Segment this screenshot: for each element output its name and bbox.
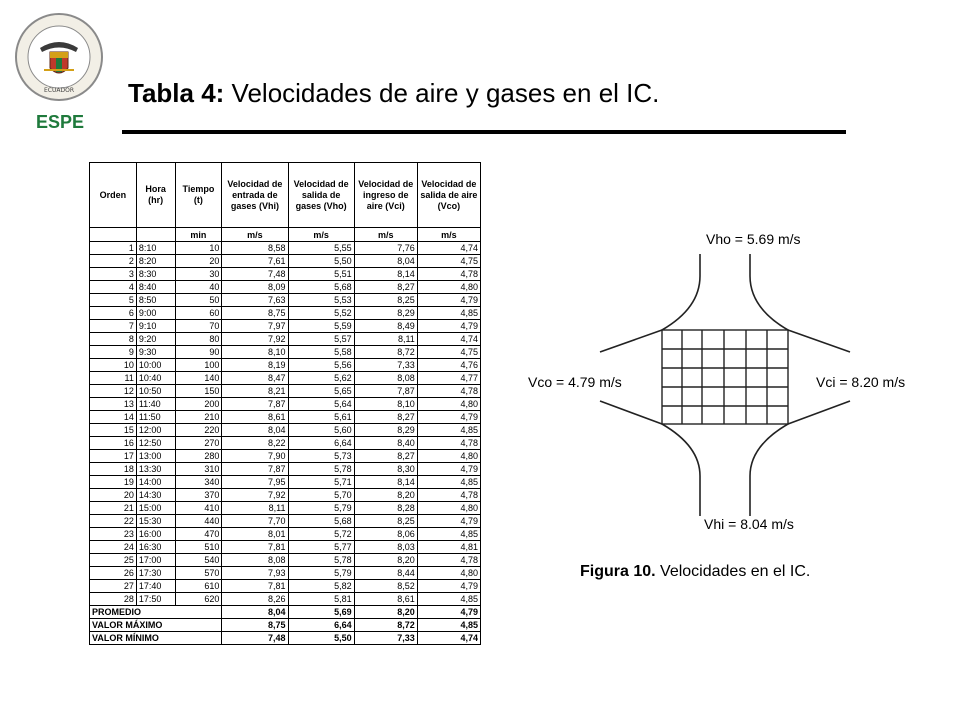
table-cell: 4,78 bbox=[417, 268, 480, 281]
table-cell: 16:00 bbox=[136, 528, 175, 541]
table-cell: 7,61 bbox=[222, 255, 288, 268]
table-cell: 9:30 bbox=[136, 346, 175, 359]
table-cell: 8,25 bbox=[354, 515, 417, 528]
table-cell: 5,51 bbox=[288, 268, 354, 281]
table-cell: 4,80 bbox=[417, 398, 480, 411]
table-cell: 5,79 bbox=[288, 502, 354, 515]
table-cell: 80 bbox=[175, 333, 222, 346]
unit-cell: m/s bbox=[354, 228, 417, 242]
table-cell: 4,85 bbox=[417, 593, 480, 606]
table-cell: 10 bbox=[175, 242, 222, 255]
table-cell: 8,03 bbox=[354, 541, 417, 554]
table-summary bbox=[90, 606, 481, 645]
table-cell: 410 bbox=[175, 502, 222, 515]
table-row bbox=[90, 359, 481, 372]
table-cell: 12:00 bbox=[136, 424, 175, 437]
table-cell: 27 bbox=[90, 580, 137, 593]
column-header: Velocidad de entrada de gases (Vhi) bbox=[222, 163, 288, 228]
table-cell: 8:30 bbox=[136, 268, 175, 281]
table-row bbox=[90, 255, 481, 268]
title-text: Velocidades de aire y gases en el IC. bbox=[224, 78, 660, 108]
table-cell: 13:30 bbox=[136, 463, 175, 476]
table-cell: 220 bbox=[175, 424, 222, 437]
table-cell: 26 bbox=[90, 567, 137, 580]
table-cell: 60 bbox=[175, 307, 222, 320]
table-row bbox=[90, 333, 481, 346]
vci-label: Vci = 8.20 m/s bbox=[816, 374, 906, 390]
ic-velocity-diagram bbox=[520, 224, 920, 544]
table-row bbox=[90, 307, 481, 320]
table-cell: 8,27 bbox=[354, 450, 417, 463]
summary-row bbox=[90, 606, 481, 619]
table-cell: 7,81 bbox=[222, 580, 288, 593]
table-cell: 8,10 bbox=[354, 398, 417, 411]
table-cell: 7,92 bbox=[222, 333, 288, 346]
table-cell: 8,20 bbox=[354, 489, 417, 502]
table-cell: 4,76 bbox=[417, 359, 480, 372]
table-cell: 15:30 bbox=[136, 515, 175, 528]
table-cell: 15:00 bbox=[136, 502, 175, 515]
table-cell: 6 bbox=[90, 307, 137, 320]
table-cell: 90 bbox=[175, 346, 222, 359]
table-cell: 140 bbox=[175, 372, 222, 385]
table-cell: 8,19 bbox=[222, 359, 288, 372]
table-cell: 2 bbox=[90, 255, 137, 268]
title-underline bbox=[122, 130, 846, 134]
table-cell: 5,68 bbox=[288, 515, 354, 528]
table-cell: 4,79 bbox=[417, 294, 480, 307]
column-header: Orden bbox=[90, 163, 137, 228]
table-cell: 5,71 bbox=[288, 476, 354, 489]
table-cell: 8,27 bbox=[354, 411, 417, 424]
table-row bbox=[90, 489, 481, 502]
summary-value: 8,75 bbox=[222, 619, 288, 632]
table-row bbox=[90, 398, 481, 411]
table-cell: 4,79 bbox=[417, 411, 480, 424]
table-cell: 7,90 bbox=[222, 450, 288, 463]
table-cell: 4,74 bbox=[417, 242, 480, 255]
table-cell: 7,81 bbox=[222, 541, 288, 554]
summary-row bbox=[90, 632, 481, 645]
table-cell: 5,57 bbox=[288, 333, 354, 346]
table-row bbox=[90, 385, 481, 398]
table-cell: 5,56 bbox=[288, 359, 354, 372]
table-cell: 50 bbox=[175, 294, 222, 307]
table-cell: 4,75 bbox=[417, 346, 480, 359]
table-cell: 8,10 bbox=[222, 346, 288, 359]
table-row bbox=[90, 450, 481, 463]
table-cell: 7,33 bbox=[354, 359, 417, 372]
table-cell: 8,09 bbox=[222, 281, 288, 294]
table-cell: 4,85 bbox=[417, 528, 480, 541]
table-cell: 4,80 bbox=[417, 502, 480, 515]
summary-value: 5,50 bbox=[288, 632, 354, 645]
table-cell: 4,80 bbox=[417, 281, 480, 294]
table-cell: 4,77 bbox=[417, 372, 480, 385]
table-cell: 4,78 bbox=[417, 489, 480, 502]
summary-label: VALOR MÍNIMO bbox=[90, 632, 222, 645]
table-cell: 15 bbox=[90, 424, 137, 437]
seal-bottom-text: ECUADOR bbox=[44, 87, 74, 94]
table-row bbox=[90, 580, 481, 593]
table-cell: 4,85 bbox=[417, 424, 480, 437]
summary-value: 8,04 bbox=[222, 606, 288, 619]
table-cell: 7,76 bbox=[354, 242, 417, 255]
table-cell: 14 bbox=[90, 411, 137, 424]
table-cell: 70 bbox=[175, 320, 222, 333]
table-cell: 28 bbox=[90, 593, 137, 606]
table-cell: 16:30 bbox=[136, 541, 175, 554]
vho-label: Vho = 5.69 m/s bbox=[706, 231, 801, 247]
table-cell: 4,80 bbox=[417, 567, 480, 580]
table-cell: 5,82 bbox=[288, 580, 354, 593]
table-cell: 7 bbox=[90, 320, 137, 333]
table-cell: 4,79 bbox=[417, 463, 480, 476]
table-cell: 8,11 bbox=[354, 333, 417, 346]
column-header: Hora (hr) bbox=[136, 163, 175, 228]
table-cell: 5,62 bbox=[288, 372, 354, 385]
table-cell: 5,78 bbox=[288, 463, 354, 476]
table-cell: 5,52 bbox=[288, 307, 354, 320]
table-cell: 5,81 bbox=[288, 593, 354, 606]
table-row bbox=[90, 554, 481, 567]
unit-cell bbox=[90, 228, 137, 242]
table-cell: 8,14 bbox=[354, 476, 417, 489]
summary-value: 6,64 bbox=[288, 619, 354, 632]
table-cell: 5 bbox=[90, 294, 137, 307]
figure-caption bbox=[580, 563, 810, 581]
summary-value: 4,85 bbox=[417, 619, 480, 632]
table-cell: 8,04 bbox=[354, 255, 417, 268]
table-cell: 14:00 bbox=[136, 476, 175, 489]
table-row bbox=[90, 320, 481, 333]
summary-value: 4,79 bbox=[417, 606, 480, 619]
espe-seal-logo bbox=[14, 12, 104, 102]
table-cell: 8,08 bbox=[354, 372, 417, 385]
table-row bbox=[90, 541, 481, 554]
table-header-row bbox=[90, 163, 481, 228]
table-cell: 14:30 bbox=[136, 489, 175, 502]
unit-cell: m/s bbox=[417, 228, 480, 242]
table-cell: 8,40 bbox=[354, 437, 417, 450]
table-cell: 370 bbox=[175, 489, 222, 502]
table-cell: 25 bbox=[90, 554, 137, 567]
table-cell: 17:30 bbox=[136, 567, 175, 580]
table-cell: 8,29 bbox=[354, 307, 417, 320]
table-cell: 9 bbox=[90, 346, 137, 359]
table-cell: 5,77 bbox=[288, 541, 354, 554]
table-cell: 4,79 bbox=[417, 580, 480, 593]
table-cell: 30 bbox=[175, 268, 222, 281]
table-cell: 8,08 bbox=[222, 554, 288, 567]
table-body bbox=[90, 242, 481, 606]
caption-text: Velocidades en el IC. bbox=[655, 563, 811, 580]
summary-value: 7,48 bbox=[222, 632, 288, 645]
summary-label: VALOR MÁXIMO bbox=[90, 619, 222, 632]
table-cell: 8,22 bbox=[222, 437, 288, 450]
table-cell: 1 bbox=[90, 242, 137, 255]
table-row bbox=[90, 528, 481, 541]
table-cell: 40 bbox=[175, 281, 222, 294]
table-cell: 4,79 bbox=[417, 515, 480, 528]
unit-cell bbox=[136, 228, 175, 242]
table-cell: 8,28 bbox=[354, 502, 417, 515]
table-cell: 7,97 bbox=[222, 320, 288, 333]
table-cell: 20 bbox=[175, 255, 222, 268]
table-cell: 470 bbox=[175, 528, 222, 541]
summary-row bbox=[90, 619, 481, 632]
table-cell: 620 bbox=[175, 593, 222, 606]
table-cell: 150 bbox=[175, 385, 222, 398]
table-cell: 11:40 bbox=[136, 398, 175, 411]
table-cell: 5,60 bbox=[288, 424, 354, 437]
table-cell: 8,72 bbox=[354, 346, 417, 359]
table-cell: 9:20 bbox=[136, 333, 175, 346]
table-cell: 7,48 bbox=[222, 268, 288, 281]
table-row bbox=[90, 463, 481, 476]
table-cell: 23 bbox=[90, 528, 137, 541]
table-cell: 17:50 bbox=[136, 593, 175, 606]
table-cell: 4,75 bbox=[417, 255, 480, 268]
table-cell: 7,87 bbox=[222, 398, 288, 411]
table-cell: 7,92 bbox=[222, 489, 288, 502]
table-cell: 280 bbox=[175, 450, 222, 463]
table-cell: 510 bbox=[175, 541, 222, 554]
table-cell: 5,65 bbox=[288, 385, 354, 398]
summary-label: PROMEDIO bbox=[90, 606, 222, 619]
summary-value: 8,72 bbox=[354, 619, 417, 632]
table-row bbox=[90, 437, 481, 450]
table-cell: 20 bbox=[90, 489, 137, 502]
table-cell: 4,81 bbox=[417, 541, 480, 554]
table-cell: 270 bbox=[175, 437, 222, 450]
table-cell: 100 bbox=[175, 359, 222, 372]
table-cell: 21 bbox=[90, 502, 137, 515]
table-cell: 8,44 bbox=[354, 567, 417, 580]
table-units-row bbox=[90, 228, 481, 242]
table-cell: 4 bbox=[90, 281, 137, 294]
velocities-table bbox=[89, 162, 481, 645]
table-cell: 5,72 bbox=[288, 528, 354, 541]
table-cell: 6,64 bbox=[288, 437, 354, 450]
table-row bbox=[90, 476, 481, 489]
table-row bbox=[90, 372, 481, 385]
vhi-label: Vhi = 8.04 m/s bbox=[704, 516, 794, 532]
page-title bbox=[128, 78, 659, 109]
summary-value: 8,20 bbox=[354, 606, 417, 619]
table-row bbox=[90, 242, 481, 255]
vco-label: Vco = 4.79 m/s bbox=[528, 374, 622, 390]
table-cell: 17:00 bbox=[136, 554, 175, 567]
table-cell: 5,68 bbox=[288, 281, 354, 294]
table-cell: 10:40 bbox=[136, 372, 175, 385]
table-cell: 9:00 bbox=[136, 307, 175, 320]
table-row bbox=[90, 424, 481, 437]
table-cell: 8,30 bbox=[354, 463, 417, 476]
table-cell: 8:40 bbox=[136, 281, 175, 294]
exchanger-outline bbox=[600, 254, 850, 516]
table-row bbox=[90, 593, 481, 606]
table-cell: 24 bbox=[90, 541, 137, 554]
table-cell: 8,04 bbox=[222, 424, 288, 437]
table-cell: 8,61 bbox=[222, 411, 288, 424]
table-cell: 19 bbox=[90, 476, 137, 489]
table-cell: 5,61 bbox=[288, 411, 354, 424]
table-cell: 4,74 bbox=[417, 333, 480, 346]
table-cell: 8,49 bbox=[354, 320, 417, 333]
table-cell: 8:10 bbox=[136, 242, 175, 255]
table-cell: 8,29 bbox=[354, 424, 417, 437]
table-cell: 10:50 bbox=[136, 385, 175, 398]
table-cell: 4,78 bbox=[417, 437, 480, 450]
table-cell: 22 bbox=[90, 515, 137, 528]
table-cell: 8,21 bbox=[222, 385, 288, 398]
table-cell: 5,73 bbox=[288, 450, 354, 463]
table-cell: 7,87 bbox=[222, 463, 288, 476]
table-cell: 8 bbox=[90, 333, 137, 346]
table-cell: 18 bbox=[90, 463, 137, 476]
table-cell: 5,50 bbox=[288, 255, 354, 268]
table-cell: 13:00 bbox=[136, 450, 175, 463]
table-cell: 17:40 bbox=[136, 580, 175, 593]
unit-cell: m/s bbox=[288, 228, 354, 242]
table-cell: 5,70 bbox=[288, 489, 354, 502]
table-cell: 7,70 bbox=[222, 515, 288, 528]
title-prefix: Tabla 4: bbox=[128, 78, 225, 108]
table-cell: 7,93 bbox=[222, 567, 288, 580]
table-cell: 440 bbox=[175, 515, 222, 528]
table-cell: 5,55 bbox=[288, 242, 354, 255]
table-cell: 10 bbox=[90, 359, 137, 372]
unit-cell: m/s bbox=[222, 228, 288, 242]
table-cell: 7,63 bbox=[222, 294, 288, 307]
table-cell: 4,85 bbox=[417, 307, 480, 320]
table-cell: 8,52 bbox=[354, 580, 417, 593]
unit-cell: min bbox=[175, 228, 222, 242]
table-cell: 11:50 bbox=[136, 411, 175, 424]
table-cell: 8,75 bbox=[222, 307, 288, 320]
table-cell: 8,01 bbox=[222, 528, 288, 541]
table-cell: 8,06 bbox=[354, 528, 417, 541]
table-cell: 12 bbox=[90, 385, 137, 398]
table-cell: 8,25 bbox=[354, 294, 417, 307]
table-cell: 8,14 bbox=[354, 268, 417, 281]
table-cell: 7,95 bbox=[222, 476, 288, 489]
column-header: Velocidad de salida de gases (Vho) bbox=[288, 163, 354, 228]
table-cell: 5,78 bbox=[288, 554, 354, 567]
table-cell: 8,47 bbox=[222, 372, 288, 385]
table-row bbox=[90, 346, 481, 359]
table-cell: 8,26 bbox=[222, 593, 288, 606]
column-header: Tiempo (t) bbox=[175, 163, 222, 228]
table-cell: 13 bbox=[90, 398, 137, 411]
table-cell: 5,59 bbox=[288, 320, 354, 333]
table-cell: 340 bbox=[175, 476, 222, 489]
column-header: Velocidad de ingreso de aire (Vci) bbox=[354, 163, 417, 228]
table-row bbox=[90, 294, 481, 307]
table-cell: 8,58 bbox=[222, 242, 288, 255]
summary-value: 4,74 bbox=[417, 632, 480, 645]
table-cell: 5,64 bbox=[288, 398, 354, 411]
table-cell: 4,79 bbox=[417, 320, 480, 333]
table-cell: 8,27 bbox=[354, 281, 417, 294]
table-cell: 7,87 bbox=[354, 385, 417, 398]
table-cell: 610 bbox=[175, 580, 222, 593]
table-cell: 12:50 bbox=[136, 437, 175, 450]
table-cell: 4,78 bbox=[417, 385, 480, 398]
table-row bbox=[90, 411, 481, 424]
table-cell: 5,53 bbox=[288, 294, 354, 307]
column-header: Velocidad de salida de aire (Vco) bbox=[417, 163, 480, 228]
espe-label: ESPE bbox=[35, 112, 85, 132]
table-cell: 4,78 bbox=[417, 554, 480, 567]
table-row bbox=[90, 281, 481, 294]
table-cell: 570 bbox=[175, 567, 222, 580]
table-cell: 8,11 bbox=[222, 502, 288, 515]
table-cell: 8:50 bbox=[136, 294, 175, 307]
table-cell: 9:10 bbox=[136, 320, 175, 333]
table-row bbox=[90, 567, 481, 580]
table-cell: 17 bbox=[90, 450, 137, 463]
table-row bbox=[90, 502, 481, 515]
table-cell: 4,80 bbox=[417, 450, 480, 463]
table-cell: 8,61 bbox=[354, 593, 417, 606]
summary-value: 7,33 bbox=[354, 632, 417, 645]
summary-value: 5,69 bbox=[288, 606, 354, 619]
table-cell: 5,79 bbox=[288, 567, 354, 580]
table-cell: 3 bbox=[90, 268, 137, 281]
table-cell: 10:00 bbox=[136, 359, 175, 372]
table-cell: 11 bbox=[90, 372, 137, 385]
table-cell: 210 bbox=[175, 411, 222, 424]
caption-prefix: Figura 10. bbox=[580, 563, 656, 580]
table-row bbox=[90, 515, 481, 528]
table-cell: 8:20 bbox=[136, 255, 175, 268]
table-cell: 5,58 bbox=[288, 346, 354, 359]
table-cell: 8,20 bbox=[354, 554, 417, 567]
table-cell: 540 bbox=[175, 554, 222, 567]
table-cell: 200 bbox=[175, 398, 222, 411]
table-cell: 4,85 bbox=[417, 476, 480, 489]
tube-grid bbox=[662, 330, 788, 424]
table-cell: 310 bbox=[175, 463, 222, 476]
table-cell: 16 bbox=[90, 437, 137, 450]
table-row bbox=[90, 268, 481, 281]
